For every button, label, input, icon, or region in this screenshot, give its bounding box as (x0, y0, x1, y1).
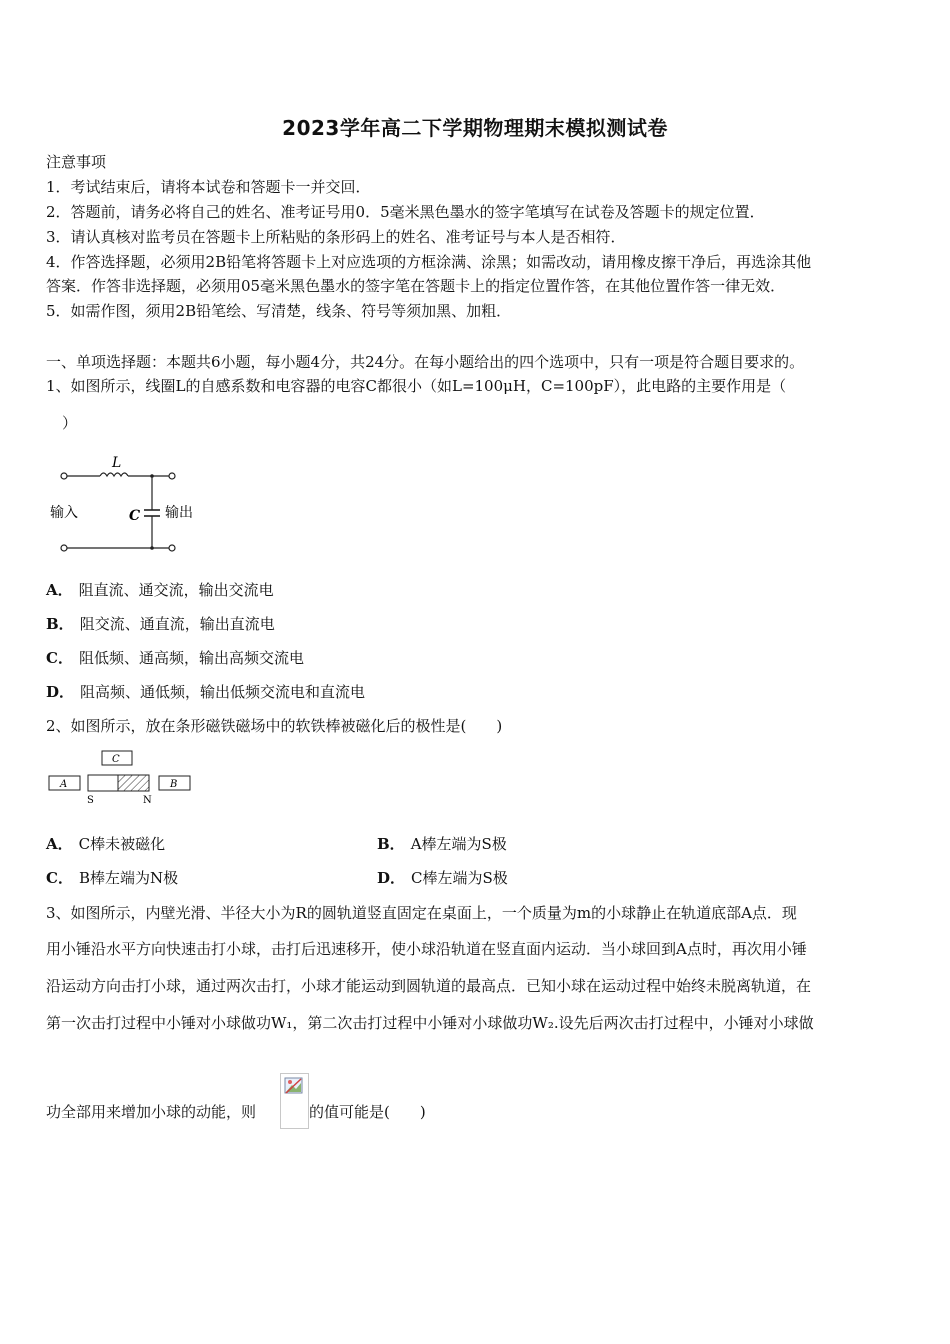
pole-s-label: S (87, 795, 94, 806)
notice-item: 3．请认真核对监考员在答题卡上所粘贴的条形码上的姓名、准考证号与本人是否相符． (46, 228, 626, 246)
inductor-label: L (112, 455, 122, 471)
output-label: 输出 (165, 505, 193, 521)
broken-formula-image (280, 1073, 309, 1129)
q2-option-d: D． C棒左端为S极 (377, 869, 508, 887)
q2-magnet-diagram (46, 748, 196, 808)
q1-option-c: C． 阻低频、通高频，输出高频交流电 (46, 649, 304, 667)
q2-option-a: A． C棒未被磁化 (46, 835, 166, 853)
q3-line: 第一次击打过程中小锤对小球做功W₁，第二次击打过程中小锤对小球做功W₂.设先后两次击打过程中，小锤对小球做 (46, 1014, 814, 1032)
broken-image-icon (284, 1077, 304, 1095)
magnet-n-half (118, 775, 149, 791)
inductor-coil (100, 473, 128, 476)
q1-option-b: B． 阻交流、通直流，输出直流电 (46, 615, 275, 633)
bar-c-label: C (112, 754, 120, 765)
q2-stem: 2、如图所示，放在条形磁铁磁场中的软铁棒被磁化后的极性是( ) (46, 717, 503, 735)
notice-item: 1．考试结束后，请将本试卷和答题卡一并交回． (46, 178, 371, 196)
notice-heading: 注意事项 (46, 153, 107, 171)
q2-option-b: B． A棒左端为S极 (377, 835, 507, 853)
terminal (61, 545, 67, 551)
q1-circuit-diagram (44, 448, 204, 560)
terminal (169, 473, 175, 479)
q1-option-d: D． 阻高频、通低频，输出低频交流电和直流电 (46, 683, 366, 701)
q3-line: 3、如图所示，内壁光滑、半径大小为R的圆轨道竖直固定在桌面上，一个质量为m的小球静止在轨道底部A点．现 (46, 904, 797, 922)
notice-item: 答案．作答非选择题，必须用05毫米黑色墨水的签字笔在答题卡上的指定位置作答，在其他位置作答一律无效． (46, 277, 786, 295)
terminal (169, 545, 175, 551)
notice-item: 2．答题前，请务必将自己的姓名、准考证号用0．5毫米黑色墨水的签字笔填写在试卷及答题卡的规定位置． (46, 203, 765, 221)
terminal (61, 473, 67, 479)
input-label: 输入 (50, 505, 78, 521)
page-title: 2023学年高二下学期物理期末模拟测试卷 (282, 116, 668, 140)
section-heading: 一、单项选择题：本题共6小题，每小题4分，共24分。在每小题给出的四个选项中，只有一项是符合题目要求的。 (46, 353, 805, 371)
q3-line: 沿运动方向击打小球，通过两次击打，小球才能运动到圆轨道的最高点．已知小球在运动过程中始终未脱离轨道，在 (46, 977, 812, 995)
q1-stem-end: ） (62, 414, 78, 432)
q3-last-line-end: 的值可能是( ) (309, 1103, 426, 1121)
capacitor-label: C (129, 508, 141, 524)
pole-n-label: N (143, 795, 152, 806)
q3-last-line-start: 功全部用来增加小球的动能，则 (46, 1103, 257, 1121)
q1-option-a: A． 阻直流、通交流，输出交流电 (46, 581, 274, 599)
notice-item: 5．如需作图，须用2B铅笔绘、写清楚，线条、符号等须加黑、加粗． (46, 302, 512, 320)
q3-line: 用小锤沿水平方向快速击打小球，击打后迅速移开，使小球沿轨道在竖直面内运动．当小球回到A点时，再次用小锤 (46, 940, 807, 958)
bar-b-label: B (170, 779, 178, 790)
q2-option-c: C． B棒左端为N极 (46, 869, 179, 887)
q1-stem: 1、如图所示，线圈L的自感系数和电容器的电容C都很小（如L=100μH，C=100pF），此电路的主要作用是（ (46, 377, 787, 395)
magnet-s-half (88, 775, 118, 791)
bar-a-label: A (60, 779, 68, 790)
notice-item: 4．作答选择题，必须用2B铅笔将答题卡上对应选项的方框涂满、涂黑；如需改动，请用橡皮擦干净后，再选涂其他 (46, 253, 812, 271)
